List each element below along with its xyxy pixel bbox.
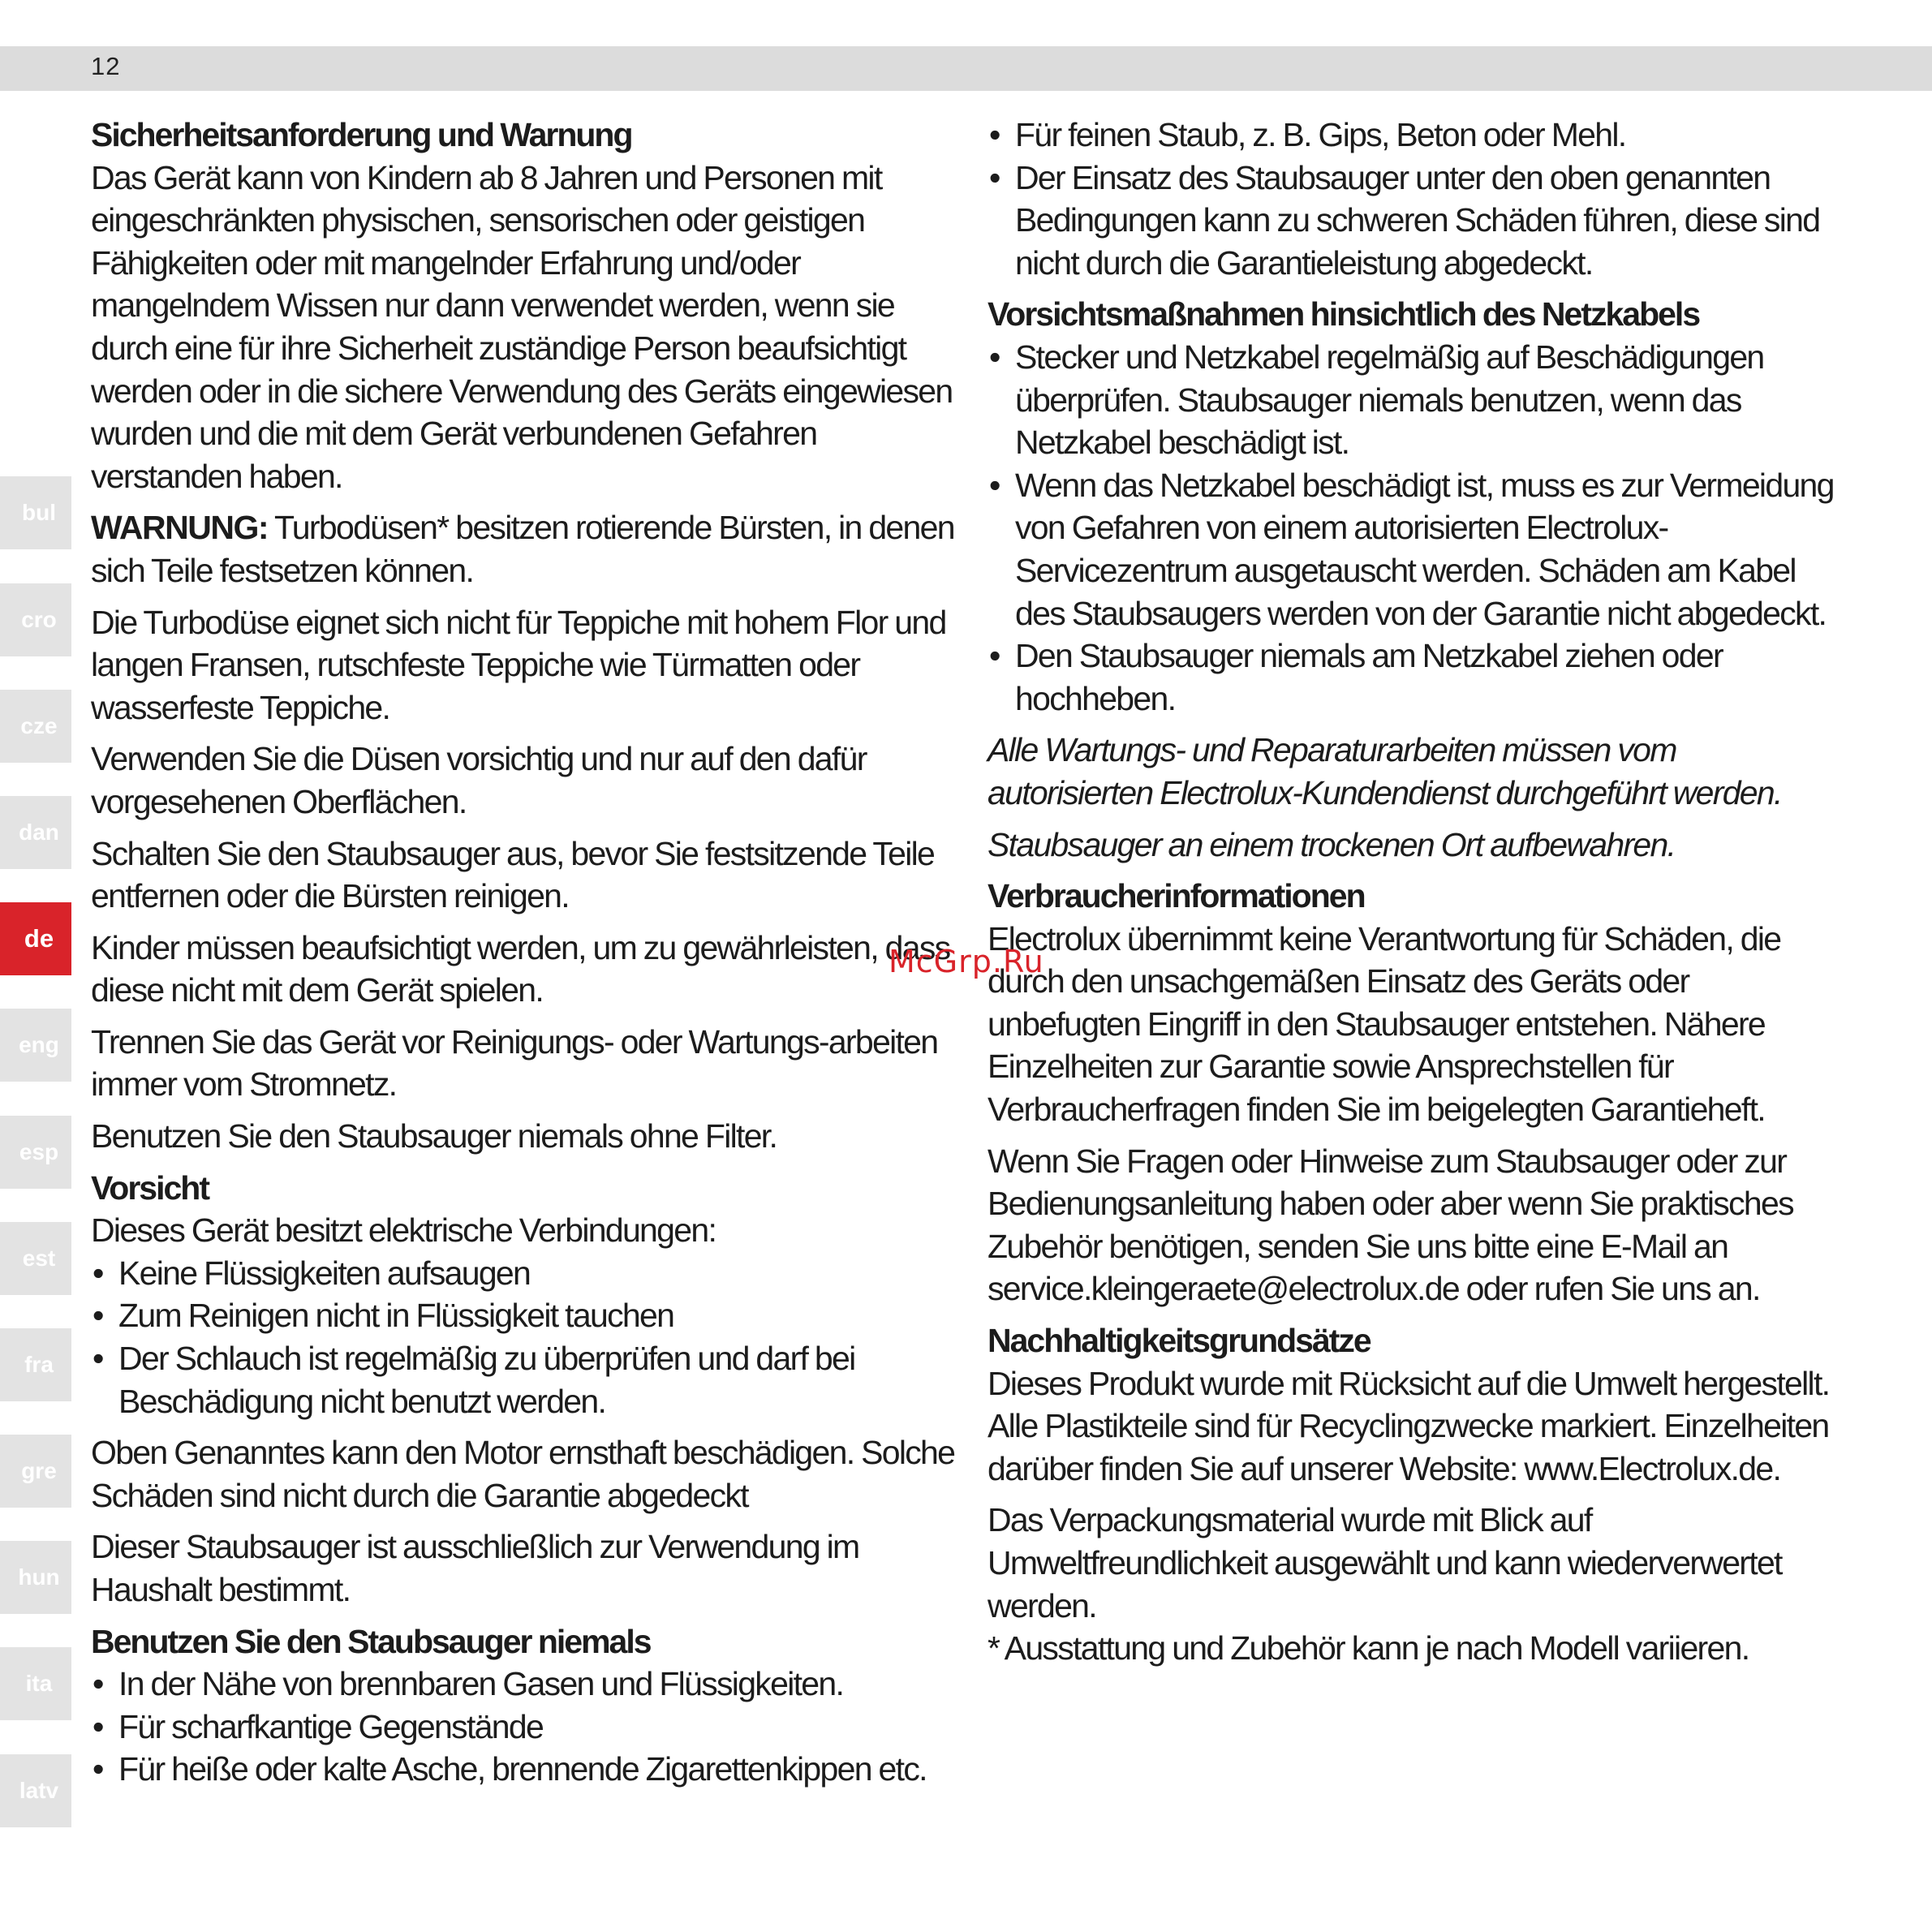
caution-list xyxy=(91,1252,963,1422)
language-tab-est[interactable]: est xyxy=(0,1222,71,1295)
paragraph-children: Kinder müssen beaufsichtigt werden, um zu gewährleisten, dass diese nicht mit dem Gerät spielen. xyxy=(91,928,950,1009)
list-item: • Zum Reinigen nicht in Flüssigkeit tauchen xyxy=(91,1294,963,1337)
paragraph-liability: Electrolux übernimmt keine Verantwortung für Schäden, die durch den unsachgemäßen Einsatz des Geräts oder unbefugten Eingriff in den Staubsauger entstehen. Nähere Einzelheiten zur Garantie sowie Ansprechstellen für Verbraucherfragen finden Sie im beigelegten Garantieheft. xyxy=(988,919,1781,1129)
paragraph-product: Dieses Produkt wurde mit Rücksicht auf die Umwelt hergestellt. Alle Plastikteile sind für Recyclingzwecke markiert. Einzelheiten darüber finden Sie auf unserer Website: www.Electrolux.de. xyxy=(988,1364,1830,1487)
list-item: • In der Nähe von brennbaren Gasen und Flüssigkeiten. xyxy=(91,1663,963,1706)
heading-sustainability: Nachhaltigkeitsgrundsätze xyxy=(988,1322,1370,1360)
paragraph-household: Dieser Staubsauger ist ausschließlich zur Verwendung im Haushalt bestimmt. xyxy=(91,1528,859,1608)
paragraph-nozzles: Verwenden Sie die Düsen vorsichtig und nur auf den dafür vorgesehenen Oberflächen. xyxy=(91,740,867,820)
page-number: 12 xyxy=(91,52,121,80)
language-tab-de[interactable]: de xyxy=(0,902,71,975)
paragraph-contact: Wenn Sie Fragen oder Hinweise zum Staubsauger oder zur Bedienungsanleitung haben oder aber wenn Sie praktisches Zubehör benötigen, senden Sie uns bitte eine E-Mail an service.kleingeraete@electrolux.de oder rufen Sie uns an. xyxy=(988,1142,1793,1308)
never-use-list-continued xyxy=(988,114,1839,284)
paragraph-warning xyxy=(91,506,963,592)
heading-power-cable: Vorsichtsmaßnahmen hinsichtlich des Netzkabels xyxy=(988,295,1700,333)
watermark-text: McGrp.Ru xyxy=(889,944,1044,979)
list-item: • Der Einsatz des Staubsauger unter den oben genannten Bedingungen kann zu schweren Schäden führen, diese sind nicht durch die Garantieleistung abgedeckt. xyxy=(988,157,1839,285)
list-item: • Keine Flüssigkeiten aufsaugen xyxy=(91,1252,963,1295)
list-item: • Wenn das Netzkabel beschädigt ist, muss es zur Vermeidung von Gefahren von einem autorisierten Electrolux-Servicezentrum ausgetauscht werden. Schäden am Kabel des Staubsaugers werden von der Garantie nicht abgedeckt. xyxy=(988,464,1839,635)
warning-label: WARNUNG: xyxy=(91,509,269,547)
list-item: • Den Staubsauger niemals am Netzkabel ziehen oder hochheben. xyxy=(988,635,1839,720)
language-tab-cro[interactable]: cro xyxy=(0,583,71,656)
language-tab-hun[interactable]: hun xyxy=(0,1541,71,1614)
paragraph-storage: Staubsauger an einem trockenen Ort aufbewahren. xyxy=(988,825,1676,863)
paragraph-turbo-nozzle: Die Turbodüse eignet sich nicht für Teppiche mit hohem Flor und langen Fransen, rutschfeste Teppiche wie Türmatten oder wasserfeste Teppiche. xyxy=(91,603,946,726)
paragraph-packaging: Das Verpackungsmaterial wurde mit Blick auf Umweltfreundlichkeit ausgewählt und kann wiederverwertet werden. xyxy=(988,1501,1782,1624)
paragraph-service: Alle Wartungs- und Reparaturarbeiten müssen vom autorisierten Electrolux-Kundendienst durchgeführt werden. xyxy=(988,731,1782,811)
paragraph-safety: Das Gerät kann von Kindern ab 8 Jahren und Personen mit eingeschränkten physischen, sensorischen oder geistigen Fähigkeiten oder mit mangelnder Erfahrung und/oder mangelndem Wissen nur dann verwendet werden, wenn sie durch eine für ihre Sicherheit zuständige Person beaufsichtigt werden oder in die sichere Verwendung des Geräts eingewiesen wurden und die mit dem Gerät verbundenen Gefahren verstanden haben. xyxy=(91,158,953,495)
language-tab-bul[interactable]: bul xyxy=(0,476,71,549)
language-tab-fra[interactable]: fra xyxy=(0,1328,71,1401)
paragraph-motor: Oben Genanntes kann den Motor ernsthaft beschädigen. Solche Schäden sind nicht durch die Garantie abgedeckt xyxy=(91,1434,955,1514)
heading-caution: Vorsicht xyxy=(91,1168,209,1207)
header-bar xyxy=(0,46,1932,91)
language-tab-cze[interactable]: cze xyxy=(0,690,71,763)
list-item: • Stecker und Netzkabel regelmäßig auf Beschädigungen überprüfen. Staubsauger niemals benutzen, wenn das Netzkabel beschädigt ist. xyxy=(988,336,1839,464)
power-cable-list xyxy=(988,336,1839,720)
warning-text: Turbodüsen* besitzen rotierende Bürsten, in denen sich Teile festsetzen können. xyxy=(91,509,954,589)
never-use-list xyxy=(91,1663,963,1791)
language-tab-gre[interactable]: gre xyxy=(0,1435,71,1508)
language-tab-latv[interactable]: latv xyxy=(0,1754,71,1827)
language-tab-eng[interactable]: eng xyxy=(0,1009,71,1082)
footnote: * Ausstattung und Zubehör kann je nach Modell variieren. xyxy=(988,1629,1749,1667)
heading-never-use: Benutzen Sie den Staubsauger niemals xyxy=(91,1622,651,1660)
list-item: • Für feinen Staub, z. B. Gips, Beton oder Mehl. xyxy=(988,114,1839,157)
language-tab-ita[interactable]: ita xyxy=(0,1647,71,1720)
paragraph-electric: Dieses Gerät besitzt elektrische Verbindungen: xyxy=(91,1211,716,1250)
left-column xyxy=(91,114,963,1800)
list-item: • Für heiße oder kalte Asche, brennende Zigarettenkippen etc. xyxy=(91,1748,963,1791)
paragraph-disconnect: Trennen Sie das Gerät vor Reinigungs- oder Wartungs-arbeiten immer vom Stromnetz. xyxy=(91,1022,938,1104)
language-tab-dan[interactable]: dan xyxy=(0,796,71,869)
heading-safety: Sicherheitsanforderung und Warnung xyxy=(91,116,632,153)
paragraph-filter: Benutzen Sie den Staubsauger niemals ohne Filter. xyxy=(91,1117,777,1155)
list-item: • Der Schlauch ist regelmäßig zu überprüfen und darf bei Beschädigung nicht benutzt werden. xyxy=(91,1337,963,1422)
right-column xyxy=(988,114,1839,1679)
list-item: • Für scharfkantige Gegenstände xyxy=(91,1706,963,1749)
paragraph-switch-off: Schalten Sie den Staubsauger aus, bevor Sie festsitzende Teile entfernen oder die Bürsten reinigen. xyxy=(91,834,935,915)
language-tab-esp[interactable]: esp xyxy=(0,1116,71,1189)
heading-consumer-info: Verbraucherinformationen xyxy=(988,877,1365,915)
